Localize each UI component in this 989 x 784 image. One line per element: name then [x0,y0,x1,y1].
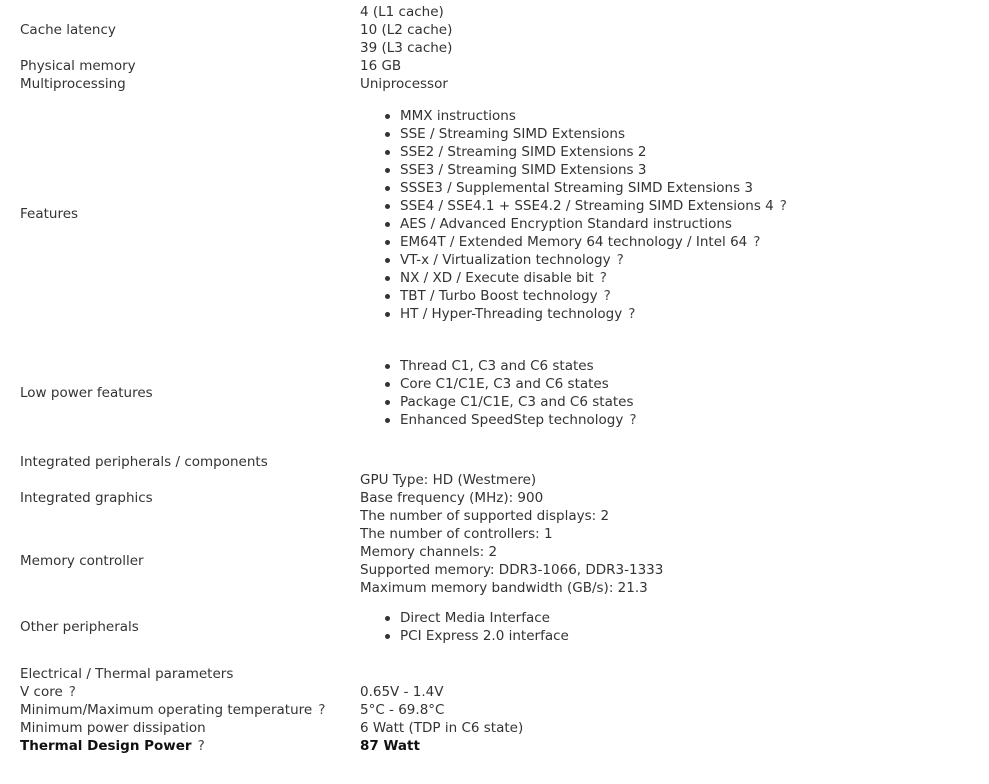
cache-l1-value: 4 (L1 cache) [360,4,444,20]
memory-controllers-value: The number of controllers: 1 [360,526,553,542]
help-icon[interactable]: ? [616,252,624,268]
list-item: SSE3 / Streaming SIMD Extensions 3 [400,161,989,179]
integrated-graphics-value [360,471,989,525]
min-power-label: Minimum power dissipation [20,720,206,736]
list-item: HT / Hyper-Threading technology ? [400,305,989,323]
low-power-list [360,357,989,429]
cache-l3-value: 39 (L3 cache) [360,40,453,56]
integrated-peripherals-heading: Integrated peripherals / components [20,454,268,470]
vcore-label: V core ? [20,684,76,700]
gpu-type-value: GPU Type: HD (Westmere) [360,472,537,488]
help-icon[interactable]: ? [753,234,761,250]
tdp-value: 87 Watt [360,738,420,754]
memory-controller-label: Memory controller [20,553,144,569]
spec-row-tdp [0,737,989,755]
memory-bandwidth-value: Maximum memory bandwidth (GB/s): 21.3 [360,580,648,596]
spec-row-other-peripherals [0,597,989,665]
spec-row-features [0,93,989,341]
list-item: SSE / Streaming SIMD Extensions [400,125,989,143]
physical-memory-value: 16 GB [360,58,402,74]
list-item: Enhanced SpeedStep technology ? [400,411,989,429]
cache-l2-value: 10 (L2 cache) [360,22,453,38]
list-item: Direct Media Interface [400,609,989,627]
list-item: SSE4 / SSE4.1 + SSE4.2 / Streaming SIMD Extensions 4 ? [400,197,989,215]
spec-row-multiprocessing [0,75,989,93]
spec-row-integrated-peripherals [0,453,989,471]
other-peripherals-label: Other peripherals [20,619,139,635]
electrical-heading: Electrical / Thermal parameters [20,666,234,682]
spec-row-electrical [0,665,989,683]
spec-table [0,3,989,755]
features-value [360,93,989,323]
list-item: SSE2 / Streaming SIMD Extensions 2 [400,143,989,161]
gpu-base-frequency-value: Base frequency (MHz): 900 [360,490,544,506]
physical-memory-label: Physical memory [20,58,136,74]
low-power-value [360,341,989,429]
help-icon[interactable]: ? [779,198,787,214]
temperature-value: 5°C - 69.8°C [360,702,445,718]
memory-channels-value: Memory channels: 2 [360,544,498,560]
spec-row-cache-latency [0,3,989,57]
memory-controller-value [360,525,989,597]
gpu-displays-value: The number of supported displays: 2 [360,508,610,524]
list-item: Thread C1, C3 and C6 states [400,357,989,375]
spec-row-vcore [0,683,989,701]
low-power-label: Low power features [20,385,153,401]
cache-latency-value [360,3,989,57]
spec-row-physical-memory [0,57,989,75]
integrated-graphics-label: Integrated graphics [20,490,153,506]
min-power-value: 6 Watt (TDP in C6 state) [360,720,524,736]
list-item: TBT / Turbo Boost technology ? [400,287,989,305]
list-item: NX / XD / Execute disable bit ? [400,269,989,287]
help-icon[interactable]: ? [599,270,607,286]
list-item: Package C1/C1E, C3 and C6 states [400,393,989,411]
list-item: VT-x / Virtualization technology ? [400,251,989,269]
list-item: MMX instructions [400,107,989,125]
supported-memory-value: Supported memory: DDR3-1066, DDR3-1333 [360,562,664,578]
list-item: PCI Express 2.0 interface [400,627,989,645]
cache-latency-label: Cache latency [20,22,116,38]
help-icon[interactable]: ? [68,684,76,700]
other-peripherals-value [360,597,989,645]
temperature-label: Minimum/Maximum operating temperature ? [20,702,326,718]
help-icon[interactable]: ? [628,306,636,322]
features-list [360,107,989,323]
help-icon[interactable]: ? [197,738,205,754]
help-icon[interactable]: ? [603,288,611,304]
spec-row-temperature [0,701,989,719]
multiprocessing-label: Multiprocessing [20,76,126,92]
vcore-value: 0.65V - 1.4V [360,684,444,700]
list-item: EM64T / Extended Memory 64 technology / Intel 64 ? [400,233,989,251]
help-icon[interactable]: ? [629,412,637,428]
other-peripherals-list [360,609,989,645]
tdp-label: Thermal Design Power ? [20,738,205,754]
list-item: SSSE3 / Supplemental Streaming SIMD Extensions 3 [400,179,989,197]
spec-row-integrated-graphics [0,471,989,525]
spec-row-low-power [0,341,989,453]
list-item: Core C1/C1E, C3 and C6 states [400,375,989,393]
help-icon[interactable]: ? [318,702,326,718]
spec-row-min-power [0,719,989,737]
multiprocessing-value: Uniprocessor [360,76,448,92]
spec-row-memory-controller [0,525,989,597]
features-label: Features [20,206,79,222]
list-item: AES / Advanced Encryption Standard instructions [400,215,989,233]
